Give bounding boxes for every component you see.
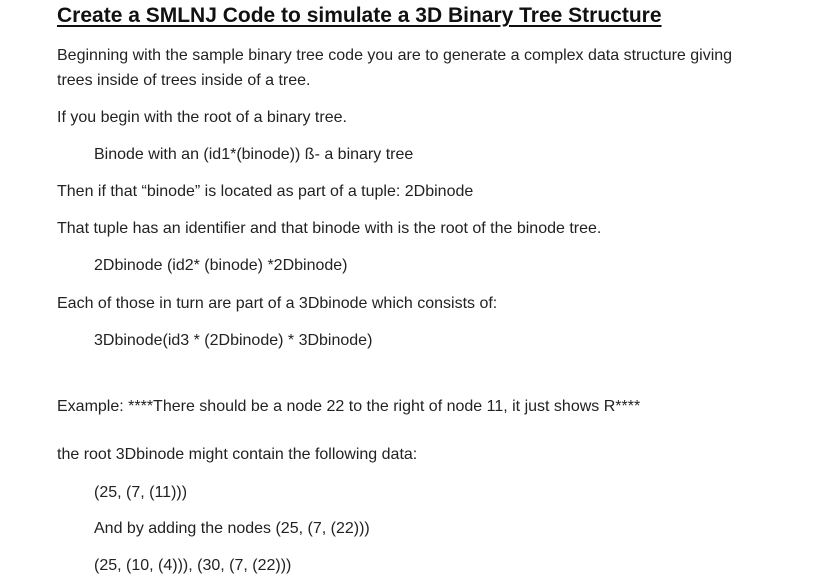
paragraph-root: If you begin with the root of a binary tree. (57, 109, 347, 126)
code-2dbinode: 2Dbinode (id2* (binode) *2Dbinode) (94, 257, 348, 274)
paragraph-identifier: That tuple has an identifier and that binode with is the root of the binode tree. (57, 220, 602, 237)
data-line-3: (25, (10, (4))), (30, (7, (22))) (94, 557, 292, 574)
paragraph-intro-line-2: trees inside of trees inside of a tree. (57, 72, 311, 89)
paragraph-3dbinode: Each of those in turn are part of a 3Dbinode which consists of: (57, 295, 498, 312)
document-title: Create a SMLNJ Code to simulate a 3D Binary Tree Structure (57, 4, 662, 27)
code-3dbinode: 3Dbinode(id3 * (2Dbinode) * 3Dbinode) (94, 332, 373, 349)
data-line-1: (25, (7, (11))) (94, 484, 188, 501)
paragraph-intro-line-1: Beginning with the sample binary tree code you are to generate a complex data structure giving (57, 47, 733, 64)
paragraph-tuple: Then if that “binode” is located as part of a tuple: 2Dbinode (57, 183, 474, 200)
paragraph-root-data: the root 3Dbinode might contain the following data: (57, 446, 418, 463)
paragraph-example: Example: ****There should be a node 22 to the right of node 11, it just shows R**** (57, 398, 641, 415)
data-line-2: And by adding the nodes (25, (7, (22))) (94, 520, 370, 537)
code-binode: Binode with an (id1*(binode)) ß- a binary tree (94, 146, 414, 163)
